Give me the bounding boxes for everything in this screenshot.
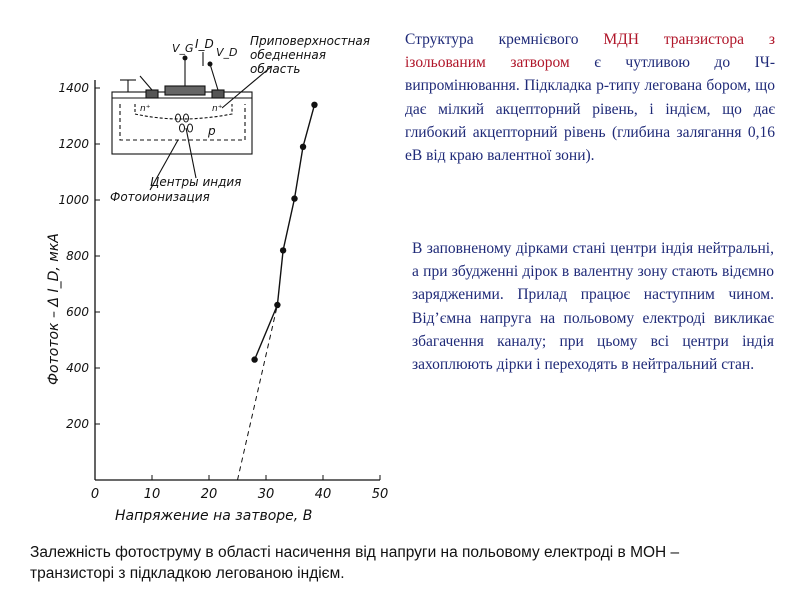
vg-terminal <box>183 56 188 61</box>
x-tick-label-1: 10 <box>143 487 161 502</box>
n-plus-left-label: n⁺ <box>140 104 151 114</box>
data-point-1 <box>274 302 280 308</box>
figure-caption: Залежність фотоструму в області насичення від напруги на польовому електроді в МОН – транзисторі з підкладкою легованою індієм. <box>30 544 680 582</box>
y-tick-label-0: 200 <box>66 417 89 431</box>
paragraph-structure <box>405 28 775 167</box>
extrapolation-line <box>238 305 278 480</box>
y-tick-label-3: 800 <box>66 249 89 263</box>
data-marks <box>238 102 318 480</box>
source-lead <box>140 76 152 90</box>
vg-label: V_G <box>172 42 194 55</box>
surface-label-line-1: Приповерхностная <box>250 34 370 48</box>
y-tick-label-1: 400 <box>66 361 89 375</box>
drain-contact <box>212 90 224 98</box>
data-point-5 <box>311 102 317 108</box>
surface-label-line-3: область <box>250 62 301 76</box>
surface-label-line-2: обедненная <box>250 48 326 62</box>
x-tick-label-0: 0 <box>90 487 100 502</box>
y-tick-label-6: 1400 <box>58 81 89 95</box>
n-plus-right-label: n⁺ <box>212 104 223 114</box>
source-contact <box>146 90 158 98</box>
vd-label: V_D <box>216 46 238 59</box>
p1-highlight: МДН транзистора з ізольованим затвором <box>405 31 776 72</box>
substrate-boundary <box>120 104 245 140</box>
vd-terminal <box>208 62 213 67</box>
y-tick-label-5: 1200 <box>58 137 89 151</box>
p1-text-before: Структура кремнієвого <box>405 31 604 48</box>
paragraph-operation: В заповненому дірками стані центри індія нейтральні, а при збудженні дірок в валентну зону стають відємно зарядженими. Прилад працює наступним чином. Від’ємна напруга на польовому електроді викликає збагачення каналу; при цьому всі центри індія захоплюють дірки і переходять в нейтральний стан. <box>412 240 774 374</box>
x-axis-label: Напряжение на затворе, В <box>115 508 313 524</box>
substrate-outline <box>112 92 252 154</box>
photocurrent-figure <box>0 0 400 540</box>
y-axis-label: Фототок – Δ I_D, мкА <box>46 233 62 385</box>
x-tick-label-4: 40 <box>314 487 332 502</box>
photoionization-label: Фотоионизация <box>110 190 210 204</box>
data-point-0 <box>251 356 257 362</box>
p-label: p <box>208 124 216 138</box>
y-tick-label-2: 600 <box>66 305 89 319</box>
drain-lead <box>210 64 218 90</box>
indium-centers-marks <box>176 114 193 132</box>
transistor-schematic <box>112 52 272 190</box>
data-point-2 <box>280 247 286 253</box>
p1-text-after: є чутливою до ІЧ-випромінювання. Підкладка р-типу легована бором, що дає мілкий акцепторний рівень, і індієм, що дає глибокий акцепторний рівень (глибина залягання 0,16 еВ від краю валентної зони). <box>405 54 775 165</box>
x-tick-label-3: 30 <box>257 487 275 502</box>
indium-pointer <box>186 128 196 178</box>
id-label: I_D <box>195 37 214 51</box>
axis-ticks <box>58 81 388 502</box>
y-tick-label-4: 1000 <box>58 193 89 207</box>
series-curve <box>255 105 315 360</box>
gate-electrode <box>165 86 205 95</box>
x-tick-label-5: 50 <box>371 487 389 502</box>
indium-centers-label: Центры индия <box>150 175 242 189</box>
data-point-4 <box>300 144 306 150</box>
x-tick-label-2: 20 <box>200 487 218 502</box>
data-point-3 <box>291 195 297 201</box>
